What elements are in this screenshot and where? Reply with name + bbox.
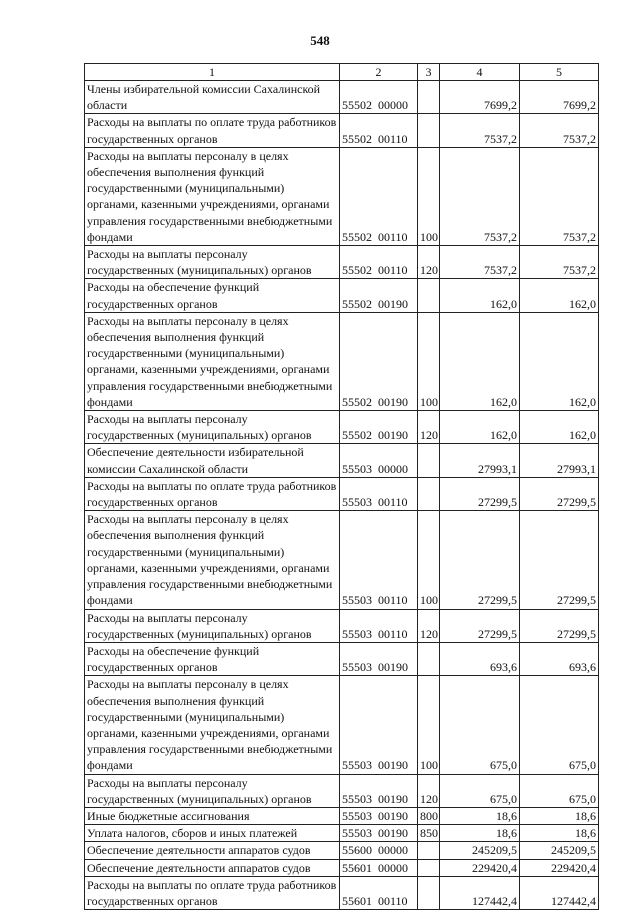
- row-type-cell: [418, 114, 440, 147]
- header-cell-2: 2: [340, 64, 418, 81]
- table-row: [85, 642, 599, 675]
- row-col4-cell: 675,0: [440, 774, 520, 807]
- table-row: [85, 774, 599, 807]
- table-row: [85, 81, 599, 114]
- row-code-cell: 55502 00190: [340, 411, 418, 444]
- row-type-cell: [418, 81, 440, 114]
- row-col4-cell: 7537,2: [440, 246, 520, 279]
- row-code-cell: 55502 00190: [340, 312, 418, 410]
- row-col4-cell: 27299,5: [440, 609, 520, 642]
- table-row: [85, 676, 599, 774]
- row-col4-cell: 27299,5: [440, 477, 520, 510]
- row-name-cell: Расходы на выплаты персоналу в целях обеспечения выполнения функций государственными (муниципальными) органами, казенными учреждениями, органами управления государственными внебюджетными фондами: [85, 676, 340, 774]
- row-col5-cell: 27299,5: [520, 511, 599, 609]
- row-name-cell: Обеспечение деятельности аппаратов судов: [85, 859, 340, 876]
- row-name-cell: Расходы на выплаты по оплате труда работников государственных органов: [85, 114, 340, 147]
- row-name-cell: Уплата налогов, сборов и иных платежей: [85, 825, 340, 842]
- row-col4-cell: 693,6: [440, 642, 520, 675]
- header-cell-5: 5: [520, 64, 599, 81]
- row-code-cell: 55502 00000: [340, 81, 418, 114]
- row-name-cell: Расходы на выплаты персоналу в целях обеспечения выполнения функций государственными (муниципальными) органами, казенными учреждениями, органами управления государственными внебюджетными фондами: [85, 312, 340, 410]
- row-code-cell: 55503 00190: [340, 676, 418, 774]
- row-type-cell: [418, 444, 440, 477]
- row-col5-cell: 27299,5: [520, 609, 599, 642]
- row-type-cell: 800: [418, 807, 440, 824]
- row-name-cell: Расходы на выплаты персоналу в целях обеспечения выполнения функций государственными (муниципальными) органами, казенными учреждениями, органами управления государственными внебюджетными фондами: [85, 511, 340, 609]
- row-col5-cell: 7537,2: [520, 246, 599, 279]
- row-col5-cell: 162,0: [520, 279, 599, 312]
- row-col5-cell: 18,6: [520, 825, 599, 842]
- row-type-cell: 100: [418, 676, 440, 774]
- row-col5-cell: 7537,2: [520, 147, 599, 245]
- row-col5-cell: 229420,4: [520, 859, 599, 876]
- row-type-cell: 120: [418, 411, 440, 444]
- row-type-cell: [418, 859, 440, 876]
- row-col5-cell: 675,0: [520, 774, 599, 807]
- table-row: [85, 807, 599, 824]
- row-col4-cell: 7537,2: [440, 147, 520, 245]
- row-code-cell: 55502 00110: [340, 147, 418, 245]
- table-row: [85, 444, 599, 477]
- row-col4-cell: 127442,4: [440, 876, 520, 909]
- row-code-cell: 55503 00190: [340, 825, 418, 842]
- row-name-cell: Члены избирательной комиссии Сахалинской области: [85, 81, 340, 114]
- table-body: [85, 81, 599, 910]
- row-code-cell: 55601 00000: [340, 859, 418, 876]
- table-row: [85, 859, 599, 876]
- table-row: [85, 246, 599, 279]
- row-code-cell: 55503 00190: [340, 642, 418, 675]
- row-col5-cell: 245209,5: [520, 842, 599, 859]
- header-row: [85, 64, 599, 81]
- row-name-cell: Расходы на выплаты персоналу государственных (муниципальных) органов: [85, 411, 340, 444]
- row-type-cell: 850: [418, 825, 440, 842]
- row-name-cell: Расходы на выплаты персоналу государственных (муниципальных) органов: [85, 774, 340, 807]
- row-name-cell: Обеспечение деятельности аппаратов судов: [85, 842, 340, 859]
- row-code-cell: 55502 00190: [340, 279, 418, 312]
- row-col5-cell: 127442,4: [520, 876, 599, 909]
- header-cell-4: 4: [440, 64, 520, 81]
- row-col4-cell: 162,0: [440, 411, 520, 444]
- table-row: [85, 477, 599, 510]
- row-col5-cell: 7537,2: [520, 114, 599, 147]
- row-code-cell: 55601 00110: [340, 876, 418, 909]
- row-code-cell: 55503 00110: [340, 511, 418, 609]
- header-cell-1: 1: [85, 64, 340, 81]
- row-type-cell: 100: [418, 511, 440, 609]
- row-name-cell: Расходы на обеспечение функций государственных органов: [85, 279, 340, 312]
- table-row: [85, 114, 599, 147]
- row-name-cell: Иные бюджетные ассигнования: [85, 807, 340, 824]
- row-name-cell: Расходы на обеспечение функций государственных органов: [85, 642, 340, 675]
- row-col4-cell: 18,6: [440, 825, 520, 842]
- row-code-cell: 55503 00000: [340, 444, 418, 477]
- row-col4-cell: 162,0: [440, 312, 520, 410]
- table-row: [85, 825, 599, 842]
- row-col4-cell: 162,0: [440, 279, 520, 312]
- row-col4-cell: 7699,2: [440, 81, 520, 114]
- header-cell-3: 3: [418, 64, 440, 81]
- row-name-cell: Расходы на выплаты по оплате труда работников государственных органов: [85, 876, 340, 909]
- row-col4-cell: 27299,5: [440, 511, 520, 609]
- row-col5-cell: 162,0: [520, 411, 599, 444]
- row-code-cell: 55503 00190: [340, 807, 418, 824]
- row-col5-cell: 675,0: [520, 676, 599, 774]
- row-type-cell: [418, 642, 440, 675]
- row-col4-cell: 27993,1: [440, 444, 520, 477]
- row-name-cell: Расходы на выплаты персоналу государственных (муниципальных) органов: [85, 246, 340, 279]
- row-code-cell: 55502 00110: [340, 246, 418, 279]
- row-code-cell: 55503 00110: [340, 609, 418, 642]
- table-row: [85, 842, 599, 859]
- row-col5-cell: 27299,5: [520, 477, 599, 510]
- table-row: [85, 147, 599, 245]
- row-col5-cell: 693,6: [520, 642, 599, 675]
- row-type-cell: 100: [418, 147, 440, 245]
- row-code-cell: 55502 00110: [340, 114, 418, 147]
- table-row: [85, 511, 599, 609]
- row-name-cell: Обеспечение деятельности избирательной комиссии Сахалинской области: [85, 444, 340, 477]
- row-type-cell: 120: [418, 609, 440, 642]
- row-code-cell: 55503 00110: [340, 477, 418, 510]
- row-type-cell: [418, 279, 440, 312]
- budget-table: [84, 63, 599, 910]
- row-col4-cell: 7537,2: [440, 114, 520, 147]
- row-col5-cell: 7699,2: [520, 81, 599, 114]
- row-col5-cell: 18,6: [520, 807, 599, 824]
- row-type-cell: [418, 842, 440, 859]
- row-col5-cell: 27993,1: [520, 444, 599, 477]
- row-col5-cell: 162,0: [520, 312, 599, 410]
- row-col4-cell: 245209,5: [440, 842, 520, 859]
- row-code-cell: 55503 00190: [340, 774, 418, 807]
- row-type-cell: 120: [418, 246, 440, 279]
- table-row: [85, 312, 599, 410]
- row-type-cell: 100: [418, 312, 440, 410]
- row-name-cell: Расходы на выплаты персоналу государственных (муниципальных) органов: [85, 609, 340, 642]
- row-col4-cell: 229420,4: [440, 859, 520, 876]
- row-name-cell: Расходы на выплаты персоналу в целях обеспечения выполнения функций государственными (муниципальными) органами, казенными учреждениями, органами управления государственными внебюджетными фондами: [85, 147, 340, 245]
- row-col4-cell: 18,6: [440, 807, 520, 824]
- page-number: 548: [310, 33, 330, 48]
- row-code-cell: 55600 00000: [340, 842, 418, 859]
- row-type-cell: [418, 477, 440, 510]
- row-type-cell: 120: [418, 774, 440, 807]
- table-row: [85, 609, 599, 642]
- table-row: [85, 411, 599, 444]
- table-row: [85, 279, 599, 312]
- row-name-cell: Расходы на выплаты по оплате труда работников государственных органов: [85, 477, 340, 510]
- row-col4-cell: 675,0: [440, 676, 520, 774]
